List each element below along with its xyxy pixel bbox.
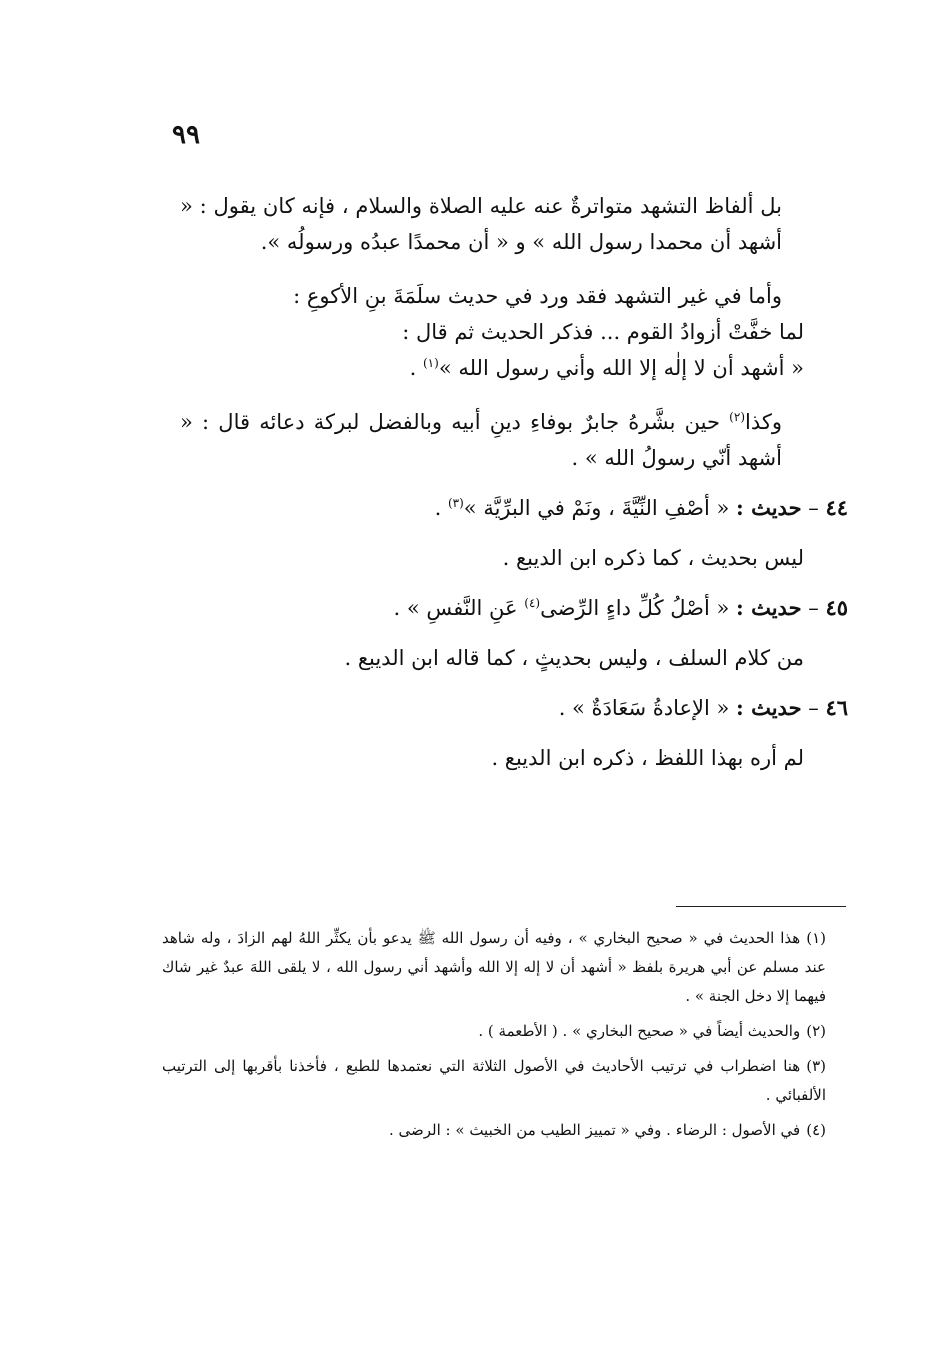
footnote-1 (162, 924, 848, 1011)
hadith-comment-46: لم أره بهذا اللفظ ، ذكره ابن الديبع . (491, 746, 804, 770)
paragraph-salama (180, 278, 804, 386)
footnotes (162, 924, 848, 1151)
paragraph-jabir-start: وكذا (745, 410, 782, 434)
footnote-text: هنا اضطراب في ترتيب الأحاديث في الأصول الثلاثة التي نعتمدها للطبع ، فأخذنا بأقربها إلى الترتيب الألفبائي . (162, 1057, 826, 1104)
footnote-number: (٤) (806, 1121, 826, 1139)
footnote-ref-1: (١) (422, 356, 439, 370)
hadith-number: ٤٤ (825, 495, 848, 520)
footnote-4 (162, 1116, 848, 1145)
hadith-text: « أصْفِ النِّيَّةَ ، ونَمْ في البرِّيَّة » (463, 496, 730, 520)
paragraph-salama-line3 (180, 350, 804, 386)
footnote-ref-4: (٤) (524, 596, 541, 610)
hadith-heading-45: ٤٥ – حديث : « أصْلُ كُلِّ داءٍ الرِّضى$^{(٤)}$ عَنِ النَّفسِ » . (393, 595, 848, 620)
hadith-number: ٤٥ (825, 595, 848, 620)
footnote-divider (676, 906, 846, 907)
hadith-heading-46: ٤٦ – حديث : « الإعادةُ سَعَادَةٌ » . (558, 695, 848, 720)
hadith-text-after: عَنِ النَّفسِ » . (393, 596, 525, 620)
hadith-number: ٤٦ (825, 695, 848, 720)
hadith-heading-44: ٤٤ – حديث : « أصْفِ النِّيَّةَ ، ونَمْ في البرِّيَّة »$^{(٣)}$ . (434, 495, 848, 520)
page-number: ٩٩ (172, 120, 200, 150)
footnote-text: والحديث أيضاً في « صحيح البخاري » . ( الأطعمة ) . (478, 1022, 801, 1040)
footnote-number: (٢) (806, 1022, 826, 1040)
paragraph-salama-line2: لما خفَّتْ أزوادُ القوم ... فذكر الحديث ثم قال : (402, 320, 804, 344)
hadith-end: . (434, 496, 448, 520)
hadith-text: « أصْلُ كُلِّ داءٍ الرِّضى (540, 596, 730, 620)
paragraph-jabir (180, 404, 804, 476)
footnote-number: (١) (806, 929, 826, 947)
main-text (180, 188, 848, 790)
hadith-label: حديث : (736, 695, 802, 720)
footnote-3 (162, 1052, 848, 1110)
hadith-label: حديث : (736, 595, 802, 620)
quote-end: . (409, 356, 423, 380)
hadith-comment-45: من كلام السلف ، وليس بحديثٍ ، كما قاله ابن الديبع . (344, 646, 804, 670)
footnote-text: هذا الحديث في « صحيح البخاري » ، وفيه أن رسول الله ﷺ يدعو بأن يكثِّر اللهُ لهم الزادَ ، وله شاهد عند مسلم عن أبي هريرة بلفظ « أشهد أن لا إله إلا الله وأشهد أني رسول الله ، لا يلقى اللهَ عبدٌ غير شاك فيهما إلا دخل الجنة » . (162, 929, 826, 1005)
hadith-label: حديث : (736, 495, 802, 520)
hadith-text: « الإعادةُ سَعَادَةٌ » . (558, 696, 730, 720)
paragraph-jabir-rest: حين بشَّرهُ جابرٌ بوفاءِ دينِ أبيه وبالفضل لبركة دعائه قال : « أشهد أنّي رسولُ الله » . (180, 410, 782, 470)
footnote-text: في الأصول : الرضاء . وفي « تمييز الطيب من الخبيث » : الرضى . (389, 1121, 801, 1139)
footnote-number: (٣) (806, 1057, 826, 1075)
footnote-2 (162, 1017, 848, 1046)
hadith-comment-44: ليس بحديث ، كما ذكره ابن الديبع . (502, 546, 804, 570)
footnote-ref-2: (٢) (729, 410, 745, 424)
paragraph-tashahhud: بل ألفاظ التشهد متواترةٌ عنه عليه الصلاة والسلام ، فإنه كان يقول : « أشهد أن محمدا رسول الله » و « أن محمدًا عبدُه ورسولُه ». (180, 194, 782, 254)
footnote-ref-3: (٣) (447, 496, 464, 510)
quote-text: « أشهد أن لا إلٰه إلا الله وأني رسول الله » (438, 356, 804, 380)
paragraph-salama-line1: وأما في غير التشهد فقد ورد في حديث سلَمَةَ بنِ الأكوعِ : (293, 284, 782, 308)
